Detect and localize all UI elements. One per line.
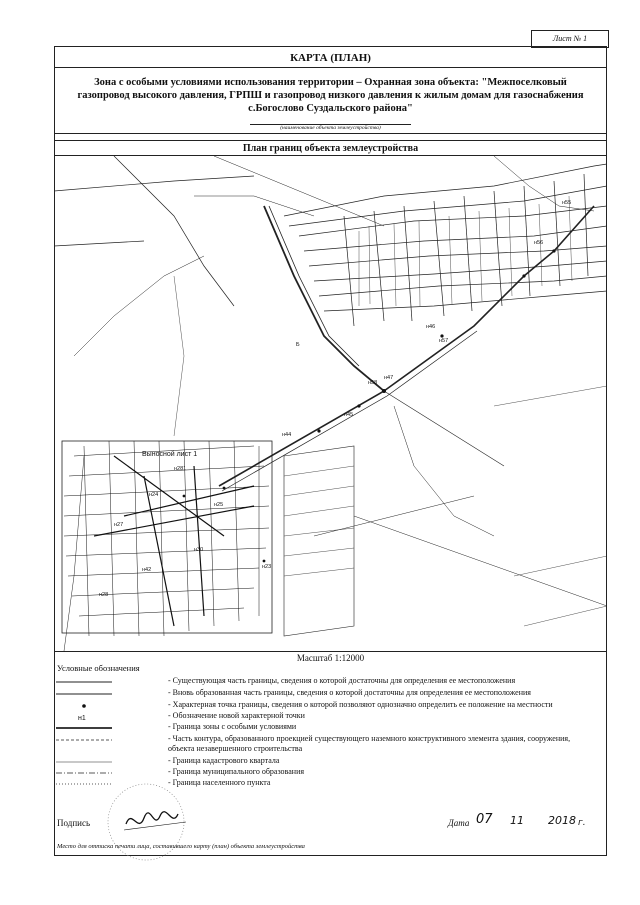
date-suffix: г.	[578, 818, 586, 828]
point-label: н55	[562, 200, 572, 206]
stamp-and-signature	[88, 778, 208, 864]
solid-line-icon	[56, 688, 112, 700]
legend-text: - Обозначение новой характерной точки	[168, 711, 305, 720]
point-label: н57	[439, 338, 449, 344]
legend-text: - Существующая часть границы, сведения о которой достаточны для определения ее местоположения	[168, 676, 516, 685]
legend-text: - Граница муниципального образования	[168, 767, 305, 776]
thick-line-icon	[56, 722, 112, 734]
point-label: н25	[214, 502, 224, 508]
legend-item	[54, 734, 607, 756]
legend-item	[54, 688, 607, 700]
date-day: 07	[476, 812, 493, 827]
point-label: н42	[142, 567, 152, 573]
point-label: н46	[426, 324, 436, 330]
document-title: КАРТА (ПЛАН)	[54, 46, 607, 68]
footer-note: Место для оттиска печати лица, составившего карту (план) объекта землеустройства	[57, 843, 305, 850]
point-label: н56	[534, 240, 544, 246]
signature-label: Подпись	[57, 818, 91, 828]
legend-text: - Граница населенного пункта	[168, 778, 271, 787]
dashed-line-icon	[56, 734, 112, 746]
pipeline-label: Б	[296, 342, 300, 348]
date-label: Дата	[448, 818, 470, 828]
cadastral-map	[54, 156, 607, 651]
zone-caption-wrap	[54, 125, 607, 131]
map-drawing	[54, 156, 607, 651]
zone-description: Зона с особыми условиями использования территории – Охранная зона объекта: "Межпоселковый газопровод высокого давления, ГРПШ и газопровод низкого давления к жилым домам для газоснабжения с.Богослово Суздальского района"	[77, 77, 584, 114]
point-label: н27	[114, 522, 124, 528]
point-label: н23	[262, 564, 272, 570]
legend-title: Условные обозначения	[57, 663, 140, 673]
date-year: 2018	[548, 814, 576, 827]
legend-text: - Характерная точка границы, сведения о которой позволяют однозначно определить ее положение на местности	[168, 700, 553, 709]
point-label: н30	[194, 547, 204, 553]
legend-text: - Граница зоны с особыми условиями	[168, 722, 297, 731]
point-label: н24	[149, 492, 159, 498]
point-label: н47	[384, 375, 394, 381]
plan-header: План границ объекта землеустройства	[54, 140, 607, 156]
point-label: н44	[282, 432, 292, 438]
legend-text: - Вновь образованная часть границы, сведения о которой достаточны для определения ее местоположения	[168, 688, 531, 697]
date-month: 11	[510, 814, 524, 827]
legend-item	[54, 676, 607, 688]
solid-line-icon	[56, 676, 112, 688]
map-scale: Масштаб 1:12000	[54, 651, 607, 663]
legend-item	[54, 722, 607, 734]
inset-label: Выносной лист 1	[142, 451, 198, 458]
sheet-number: Лист № 1	[531, 30, 609, 48]
point-label-sample: н1	[78, 715, 86, 722]
legend-text: - Часть контура, образованного проекцией существующего наземного конструктивного элемента здания, сооружения, объекта незавершенного строительства	[168, 734, 571, 753]
point-label: н58	[368, 380, 378, 386]
zone-caption: (наименование объекта землеустройства)	[250, 124, 411, 131]
point-label: н45	[344, 412, 354, 418]
zone-section	[54, 68, 607, 134]
point-label: н281	[174, 466, 187, 472]
legend-text: - Граница кадастрового квартала	[168, 756, 280, 765]
point-label: н28	[99, 592, 109, 598]
